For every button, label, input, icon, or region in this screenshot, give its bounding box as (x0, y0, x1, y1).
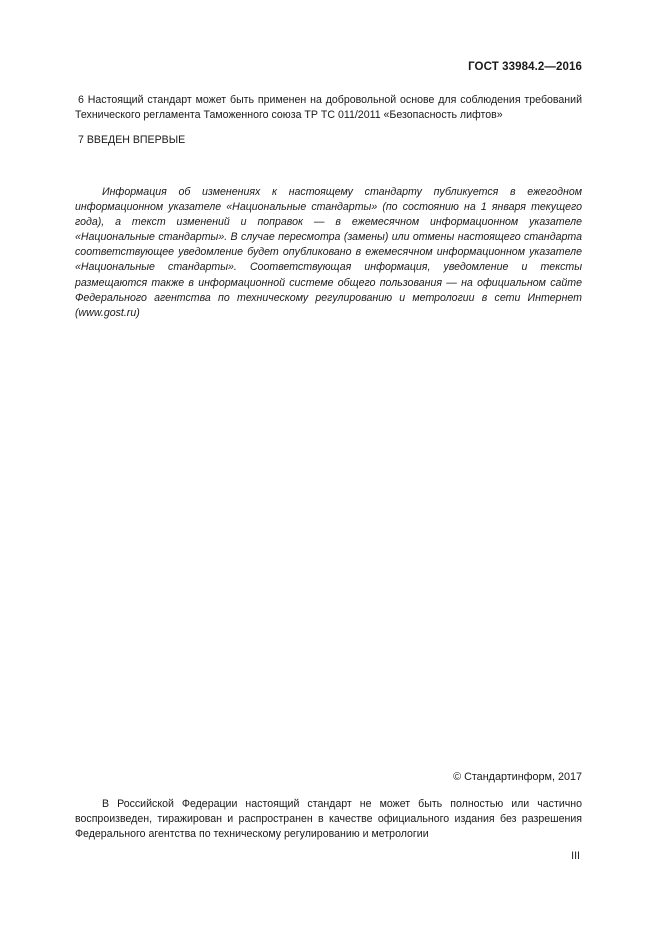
standard-code-header: ГОСТ 33984.2—2016 (468, 61, 582, 73)
item-7-paragraph (75, 133, 582, 148)
reproduction-notice: В Российской Федерации настоящий стандарт не может быть полностью или частично воспроизведен, тиражирован и распространен в качестве официального издания без разрешения Федерального агентства по техническому регулированию и метрологии (75, 798, 582, 841)
copyright-line: © Стандартинформ, 2017 (453, 771, 582, 783)
item-7-text: 7 ВВЕДЕН ВПЕРВЫЕ (78, 134, 186, 146)
item-6-text: 6 Настоящий стандарт может быть применен на добровольной основе для соблюдения требований Технического регламента Таможенного союза ТР ТС 011/2011 «Безопасность лифтов» (75, 94, 582, 122)
changes-information-notice: Информация об изменениях к настоящему стандарту публикуется в ежегодном информационном указателе «Национальные стандарты» (по состоянию на 1 января текущего года), а текст изменений и поправок — в ежемесячном информационном указателе «Национальные стандарты». В случае пересмотра (замены) или отмены настоящего стандарта соответствующее уведомление будет опубликовано в ежемесячном информационном указателе «Национальные стандарты». Соответствующая информация, уведомление и тексты размещаются также в информационной системе общего пользования — на официальном сайте Федерального агентства по техническому регулированию и метрологии в сети Интернет (www.gost.ru) (75, 186, 582, 319)
page-number: III (571, 850, 580, 862)
item-6-paragraph (75, 93, 582, 123)
